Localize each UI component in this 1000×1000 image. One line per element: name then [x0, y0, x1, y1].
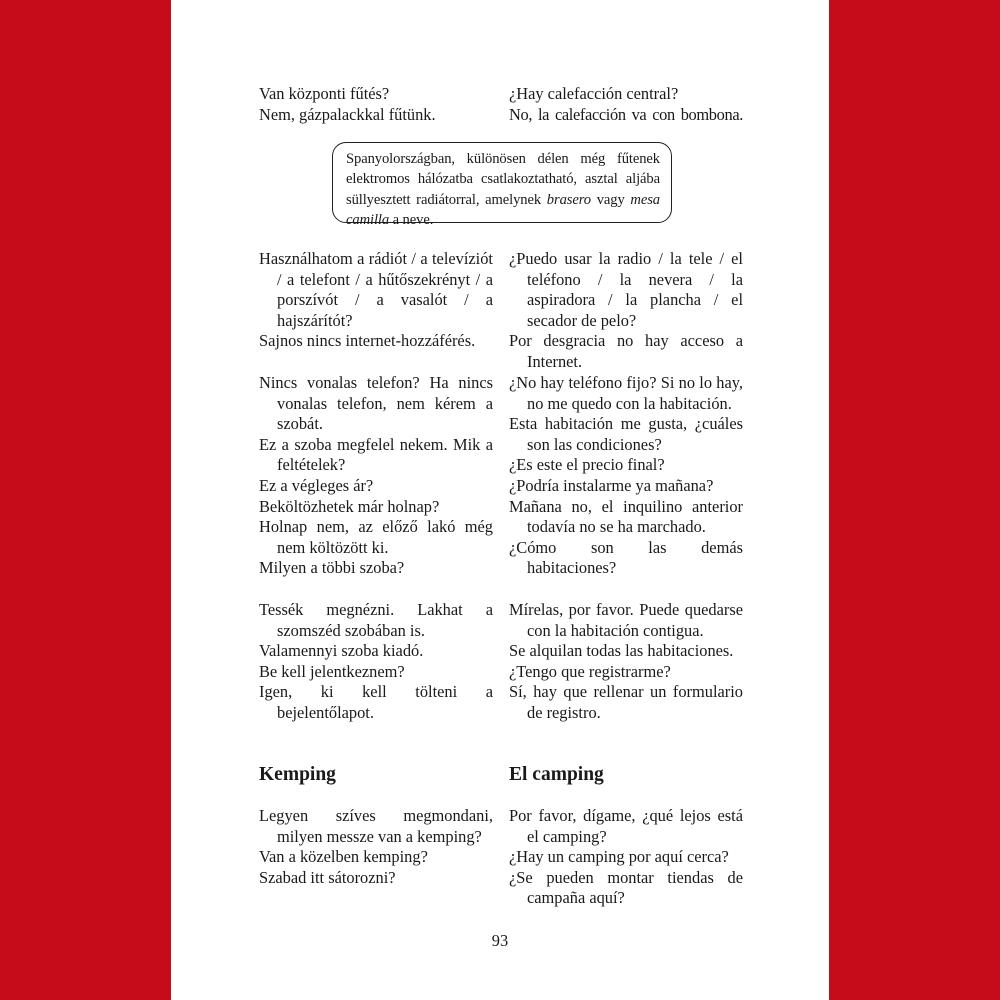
- hungarian-column: [259, 806, 493, 888]
- phrase-es: Mírelas, por favor. Puede quedarse con la habitación contigua.: [509, 600, 743, 640]
- book-page: [171, 0, 829, 1000]
- note-text: Spanyolországban, különösen délen még fűtenek elektromos hálózatba csatlakoztatható, asztal aljába süllyesztett radiátorral, amelynek: [346, 151, 660, 208]
- phrase-hu: Igen, ki kell tölteni a bejelentőlapot.: [259, 682, 493, 722]
- phrase-hu: Van a közelben kemping?: [259, 847, 428, 867]
- phrase-es: ¿Puedo usar la radio / la tele / el teléfono / la nevera / la aspiradora / la plancha / el secador de pelo?: [509, 249, 743, 330]
- phrase-es: ¿No hay teléfono fijo? Si no lo hay, no me quedo con la habitación.: [509, 373, 743, 413]
- phrase-es: ¿Podría instalarme ya mañana?: [509, 475, 714, 495]
- spanish-column: [509, 84, 743, 125]
- page-number: 93: [491, 931, 509, 950]
- phrase-es: ¿Hay un camping por aquí cerca?: [509, 847, 729, 867]
- phrase-es: ¿Cómo son las demás habitaciones?: [509, 537, 743, 578]
- phrase-hu: Beköltözhetek már holnap?: [259, 496, 440, 516]
- phrase-hu: Van központi fűtés?: [259, 84, 390, 103]
- phrase-hu: Szabad itt sátorozni?: [259, 867, 396, 887]
- spanish-column: [509, 806, 743, 909]
- phrase-hu: Milyen a többi szoba?: [259, 558, 405, 578]
- spanish-column: [509, 249, 743, 373]
- phrase-es: Por desgracia no hay acceso a Internet.: [509, 331, 743, 371]
- phrase-hu: Tessék megnézni. Lakhat a szomszéd szobában is.: [259, 600, 493, 640]
- note-text: vagy: [590, 191, 631, 208]
- phrase-hu: Ez a szoba megfelel nekem. Mik a feltételek?: [259, 434, 493, 475]
- note-term-mesa-camilla: mesa camilla: [346, 191, 660, 229]
- phrase-es: ¿Hay calefacción central?: [509, 84, 679, 103]
- info-note-box: [332, 142, 672, 229]
- hungarian-column: [259, 373, 493, 579]
- section-heading-hu: Kemping: [259, 764, 336, 785]
- spanish-column: [509, 600, 743, 724]
- phrase-es: Mañana no, el inquilino anterior todavía no se ha marchado.: [509, 496, 743, 537]
- note-text: a neve.: [389, 212, 434, 229]
- phrase-es: ¿Es este el precio final?: [509, 455, 665, 475]
- hungarian-column: [259, 249, 493, 352]
- note-term-brasero: brasero: [546, 191, 591, 208]
- phrase-es: ¿Tengo que registrarme?: [509, 661, 671, 681]
- phrase-hu: Nincs vonalas telefon? Ha nincs vonalas telefon, nem kérem a szobát.: [259, 373, 493, 434]
- phrase-es: ¿Se pueden montar tiendas de campaña aquí?: [509, 867, 743, 908]
- phrase-hu: Valamennyi szoba kiadó.: [259, 641, 424, 661]
- hungarian-column: [259, 84, 493, 125]
- phrase-es: No, la calefacción va con bombona.: [509, 104, 743, 124]
- phrase-es: Se alquilan todas las habitaciones.: [509, 641, 734, 661]
- section-heading-es: El camping: [509, 764, 604, 785]
- phrase-hu: Holnap nem, az előző lakó még nem költözött ki.: [259, 517, 493, 557]
- spanish-column: [509, 373, 743, 579]
- phrase-es: Por favor, dígame, ¿qué lejos está el camping?: [509, 806, 743, 846]
- phrase-hu: Sajnos nincs internet-hozzáférés.: [259, 331, 476, 351]
- hungarian-column: [259, 600, 493, 724]
- phrase-hu: Ez a végleges ár?: [259, 475, 374, 495]
- phrase-es: Esta habitación me gusta, ¿cuáles son las condiciones?: [509, 414, 743, 454]
- phrase-hu: Nem, gázpalackkal fűtünk.: [259, 104, 436, 124]
- phrase-hu: Be kell jelentkeznem?: [259, 661, 405, 681]
- phrase-hu: Használhatom a rádiót / a televíziót / a telefont / a hűtőszekrényt / a porszívót / a vasalót / a hajszárítót?: [259, 249, 493, 330]
- phrase-es: Sí, hay que rellenar un formulario de registro.: [509, 682, 743, 722]
- phrase-hu: Legyen szíves megmondani, milyen messze van a kemping?: [259, 806, 493, 846]
